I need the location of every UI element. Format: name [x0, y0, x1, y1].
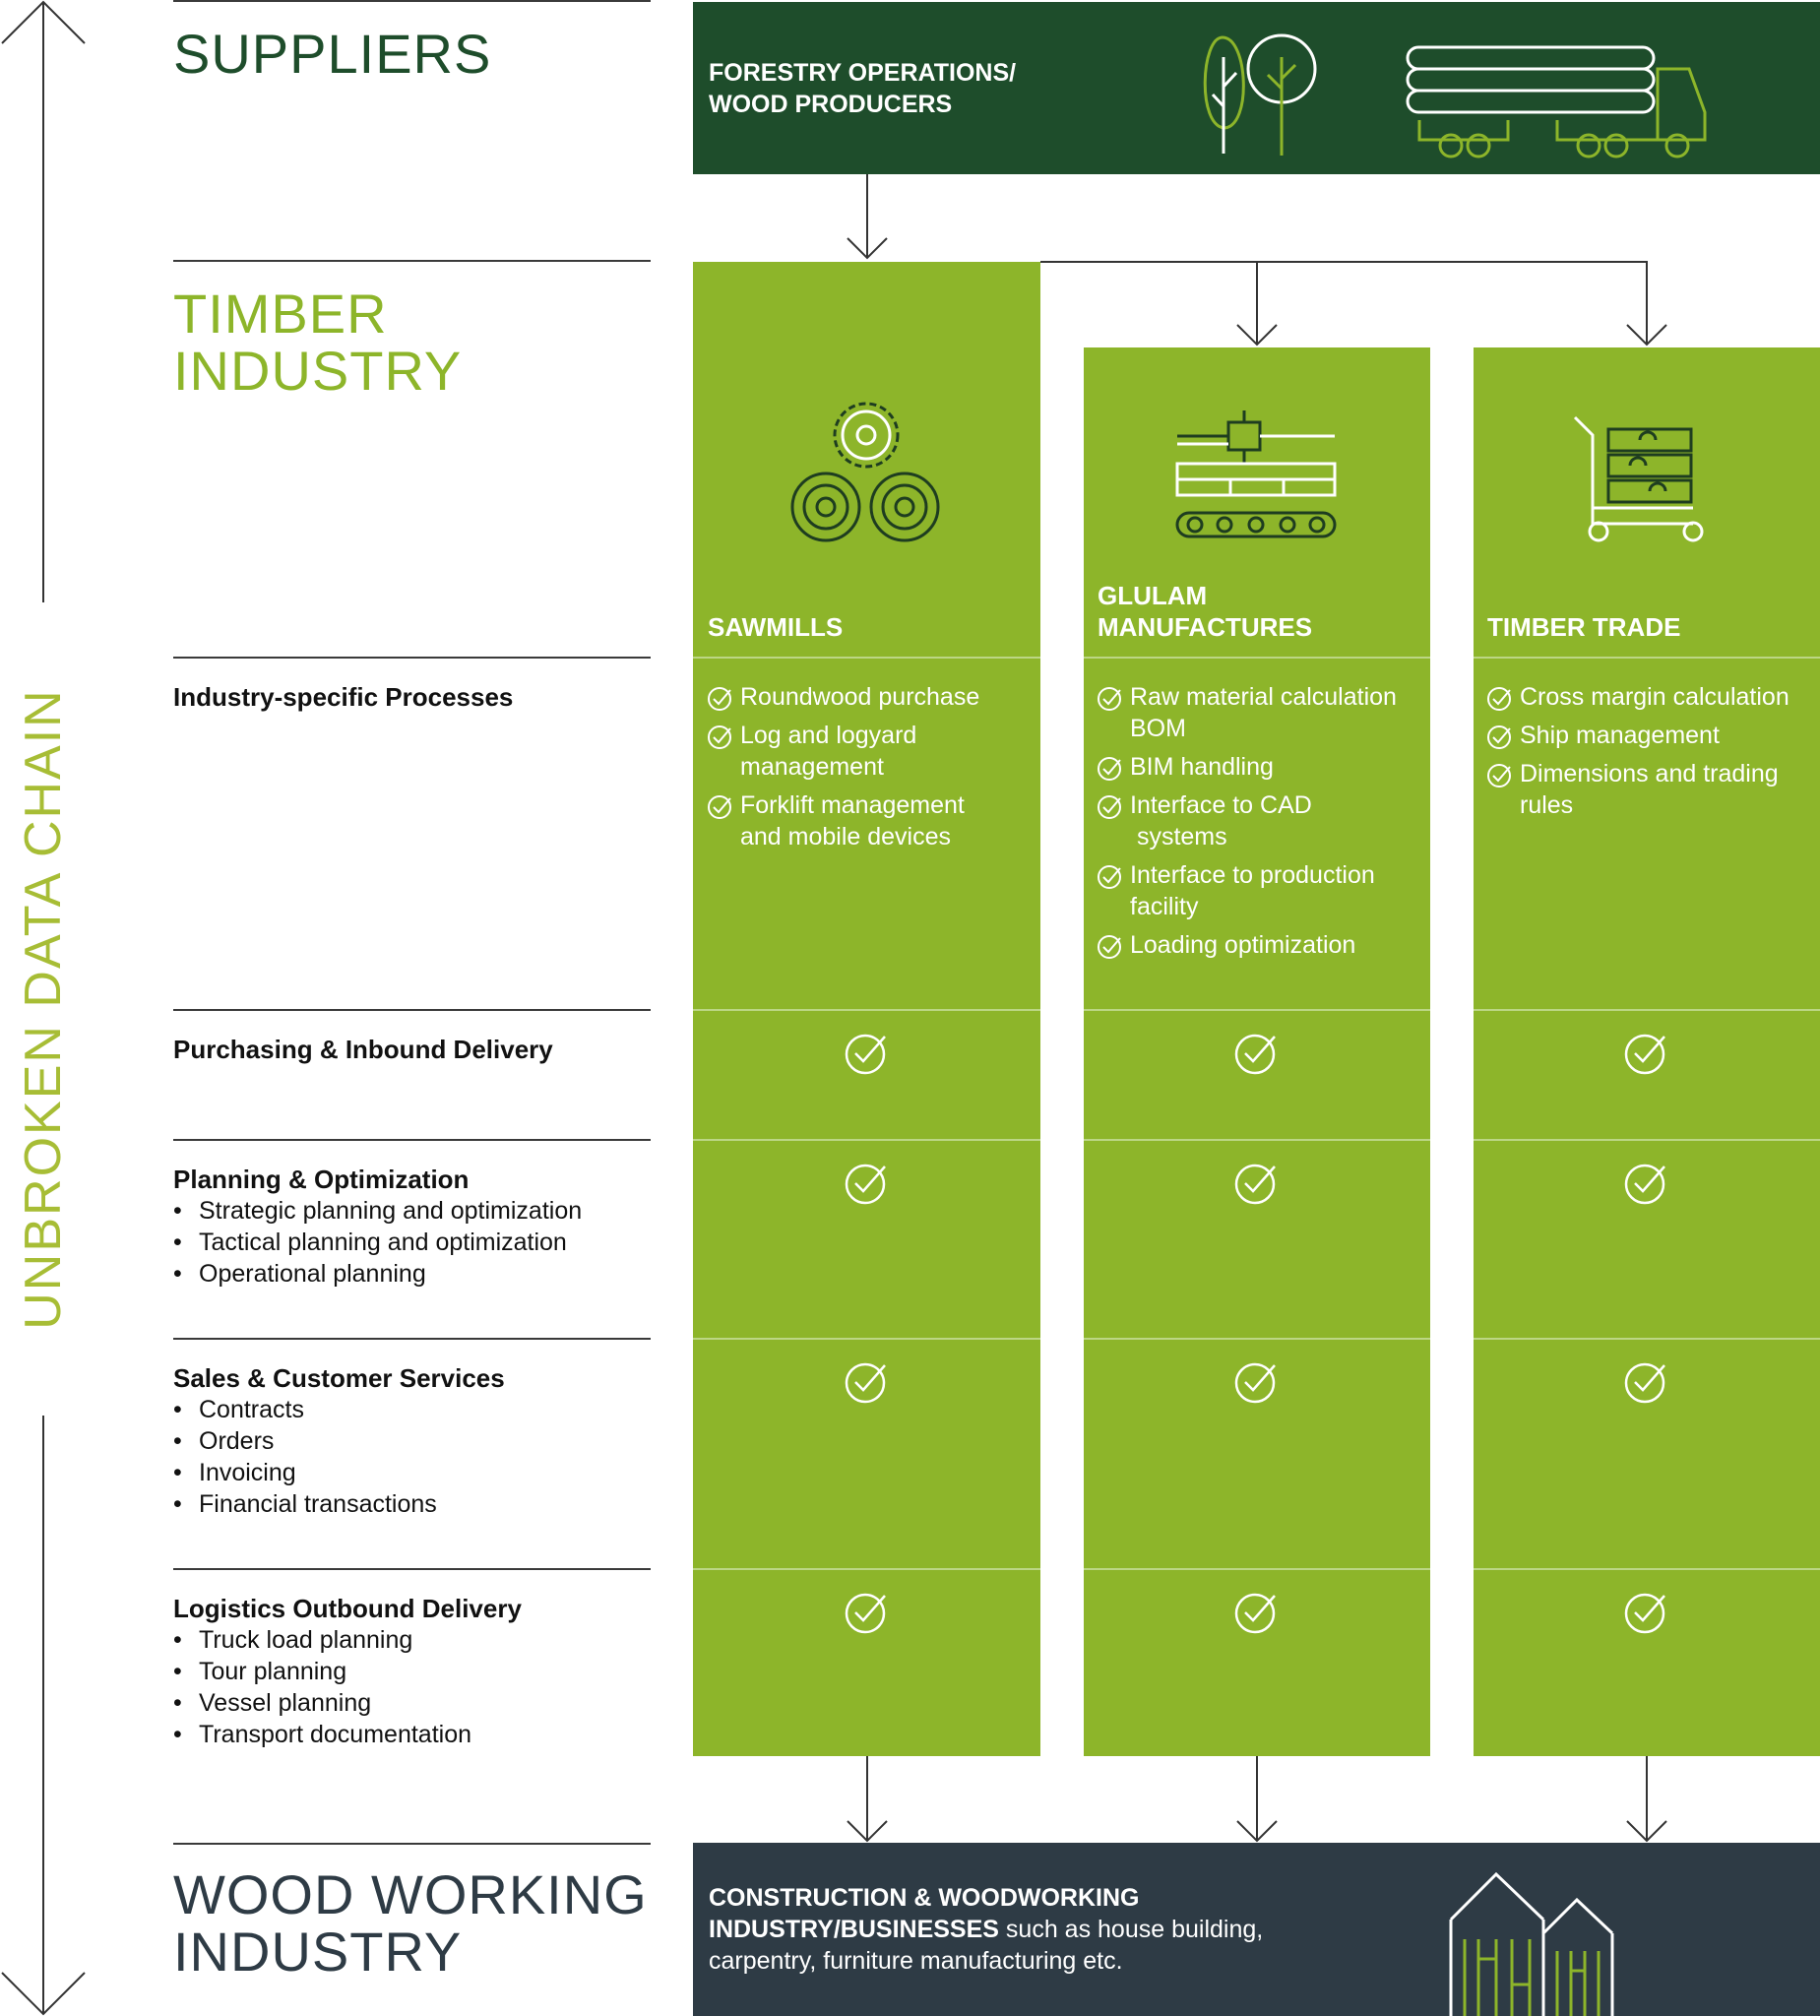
section-sales: Sales & Customer Services — [173, 1363, 505, 1393]
list-item: • Contracts — [173, 1394, 437, 1425]
check-icon — [844, 1161, 889, 1206]
check-icon — [844, 1359, 889, 1405]
check-icon — [707, 686, 732, 712]
section-logistics: Logistics Outbound Delivery — [173, 1594, 522, 1623]
tier-wood-working: WOOD WORKING INDUSTRY — [173, 1863, 648, 1983]
check-icon — [844, 1590, 889, 1635]
list-item: Interface to production facility — [1097, 859, 1426, 922]
saw-blade-logs-icon — [784, 389, 951, 546]
check-icon — [1623, 1359, 1668, 1405]
column-title-glulam: GLULAM MANUFACTURES — [1098, 581, 1313, 642]
list-item: • Operational planning — [173, 1258, 582, 1290]
section-purchasing: Purchasing & Inbound Delivery — [173, 1035, 553, 1064]
list-item: Ship management — [1486, 720, 1817, 751]
check-icon — [707, 724, 732, 750]
list-item: • Tactical planning and optimization — [173, 1227, 582, 1258]
list-item: Dimensions and trading rules — [1486, 758, 1817, 821]
check-icon — [1233, 1359, 1279, 1405]
log-truck-icon — [1400, 41, 1715, 164]
list-item: • Financial transactions — [173, 1488, 437, 1520]
check-icon — [1486, 763, 1512, 788]
list-item: Interface to CAD systems — [1097, 789, 1426, 852]
sales-list — [173, 1394, 437, 1520]
data-chain-label: UNBROKEN DATA CHAIN — [15, 688, 72, 1330]
process-list-sawmills — [707, 681, 1032, 859]
check-icon — [844, 1031, 889, 1076]
list-item: • Truck load planning — [173, 1624, 471, 1656]
check-icon — [1097, 794, 1122, 820]
check-icon — [1623, 1590, 1668, 1635]
list-item: Log and logyard management — [707, 720, 1032, 783]
check-icon — [1233, 1161, 1279, 1206]
check-icon — [1097, 864, 1122, 890]
process-list-timber-trade — [1486, 681, 1817, 828]
list-item: Forklift management and mobile devices — [707, 789, 1032, 852]
check-icon — [1233, 1031, 1279, 1076]
list-item: • Tour planning — [173, 1656, 471, 1687]
timber-cart-icon — [1571, 411, 1709, 545]
check-icon — [1233, 1590, 1279, 1635]
check-icon — [1097, 934, 1122, 960]
check-icon — [1486, 724, 1512, 750]
tier-suppliers: SUPPLIERS — [173, 23, 492, 85]
check-icon — [1623, 1031, 1668, 1076]
check-icon — [707, 794, 732, 820]
check-icon — [1486, 686, 1512, 712]
list-item: • Invoicing — [173, 1457, 437, 1488]
list-item: Loading optimization — [1097, 929, 1426, 961]
check-icon — [1097, 686, 1122, 712]
list-item: • Orders — [173, 1425, 437, 1457]
customer-box: CONSTRUCTION & WOODWORKING INDUSTRY/BUSINESSES such as house building, carpentry, furniture manufacturing etc. — [693, 1843, 1820, 2016]
list-item: • Vessel planning — [173, 1687, 471, 1719]
conveyor-press-icon — [1173, 409, 1341, 546]
list-item: Roundwood purchase — [707, 681, 1032, 713]
section-industry-processes: Industry-specific Processes — [173, 682, 514, 712]
check-icon — [1097, 756, 1122, 782]
houses-icon — [1441, 1860, 1628, 2016]
planning-list — [173, 1195, 582, 1290]
process-list-glulam — [1097, 681, 1426, 968]
list-item: Raw material calculation BOM — [1097, 681, 1426, 744]
logistics-list — [173, 1624, 471, 1750]
trees-icon — [1193, 18, 1331, 165]
list-item: Cross margin calculation — [1486, 681, 1817, 713]
check-icon — [1623, 1161, 1668, 1206]
column-title-sawmills: SAWMILLS — [708, 612, 844, 642]
section-planning: Planning & Optimization — [173, 1165, 470, 1194]
list-item: • Transport documentation — [173, 1719, 471, 1750]
list-item: BIM handling — [1097, 751, 1426, 783]
list-item: • Strategic planning and optimization — [173, 1195, 582, 1227]
column-title-timber-trade: TIMBER TRADE — [1487, 612, 1681, 642]
tier-timber-industry: TIMBER INDUSTRY — [173, 283, 463, 402]
supplier-box: FORESTRY OPERATIONS/ WOOD PRODUCERS — [693, 2, 1820, 174]
